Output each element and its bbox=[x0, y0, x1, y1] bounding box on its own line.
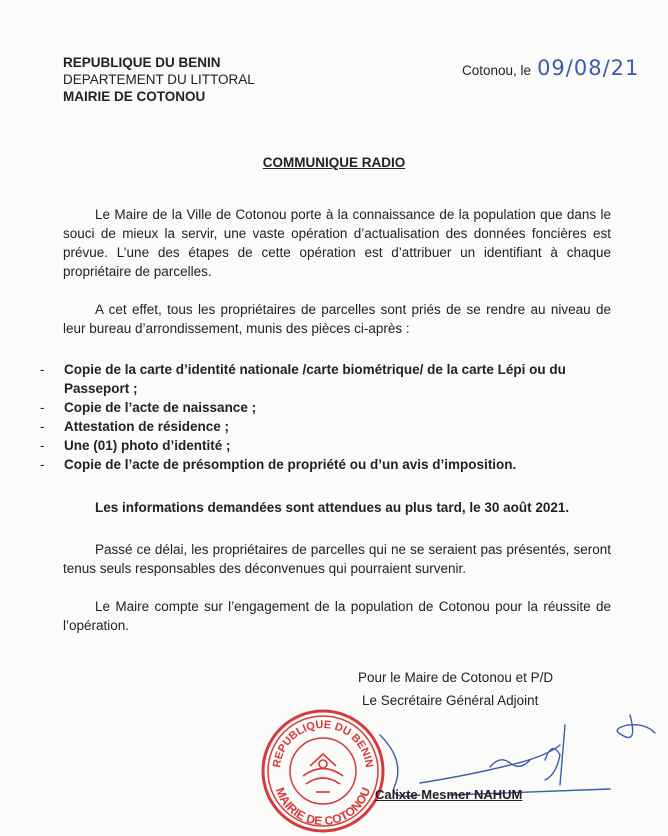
intro-paragraph: Le Maire de la Ville de Cotonou porte à la connaissance de la population que dans le souci de mieux la servir, une vaste opération d’actualisation des données foncières est prévue. L’une des étapes de cette opération est d’attribuer un identifiant à chaque propriétaire de parcelles. bbox=[63, 207, 611, 279]
list-dash: - bbox=[40, 400, 45, 415]
mairie-name: MAIRIE DE COTONOU bbox=[63, 89, 206, 104]
list-item bbox=[40, 436, 620, 455]
dateline bbox=[462, 56, 639, 80]
dateline-prefix: Cotonou, le bbox=[462, 63, 532, 78]
letterhead bbox=[63, 54, 255, 105]
document-title: COMMUNIQUE RADIO bbox=[262, 155, 406, 170]
signer-name: Calixte Mesmer NAHUM bbox=[375, 787, 523, 802]
warning-paragraph: Passé ce délai, les propriétaires de parcelles qui ne se seraient pas présentés, seront tenus seuls responsables des déconvenues qui pourraient survenir. bbox=[63, 542, 611, 576]
list-item bbox=[40, 455, 620, 474]
instruction-paragraph: A cet effet, tous les propriétaires de parcelles sont priés de se rendre au niveau de leur bureau d’arrondissement, munis des pièces ci-après : bbox=[63, 302, 611, 336]
list-item-text: Une (01) photo d’identité ; bbox=[64, 438, 231, 453]
department-name: DEPARTEMENT DU LITTORAL bbox=[63, 72, 255, 87]
list-dash: - bbox=[40, 362, 45, 377]
handwritten-date: 09/08/21 bbox=[537, 56, 640, 80]
list-item bbox=[40, 398, 620, 417]
list-dash: - bbox=[40, 419, 45, 434]
country-name: REPUBLIQUE DU BENIN bbox=[63, 55, 221, 70]
svg-text:MAIRIE DE COTONOU: MAIRIE DE COTONOU bbox=[272, 785, 374, 829]
list-item-text: Copie de l’acte de présomption de propriété ou d’un avis d’imposition. bbox=[64, 457, 517, 472]
closing-paragraph: Le Maire compte sur l’engagement de la population de Cotonou pour la réussite de l’opération. bbox=[63, 599, 611, 633]
signature-title: Le Secrétaire Général Adjoint bbox=[362, 693, 539, 708]
deadline-notice: Les informations demandées sont attendues au plus tard, le 30 août 2021. bbox=[95, 500, 570, 515]
required-documents-list bbox=[40, 360, 620, 474]
list-item-text: Copie de la carte d’identité nationale /carte biométrique/ de la carte Lépi ou du Passeport ; bbox=[64, 362, 566, 396]
list-item bbox=[40, 360, 620, 398]
svg-text:REPUBLIQUE DU BENIN: REPUBLIQUE DU BENIN bbox=[271, 718, 375, 769]
list-dash: - bbox=[40, 438, 45, 453]
list-item-text: Attestation de résidence ; bbox=[64, 419, 230, 434]
list-item bbox=[40, 417, 620, 436]
list-dash: - bbox=[40, 457, 45, 472]
list-item-text: Copie de l’acte de naissance ; bbox=[64, 400, 257, 415]
signature-authority: Pour le Maire de Cotonou et P/D bbox=[358, 670, 554, 685]
